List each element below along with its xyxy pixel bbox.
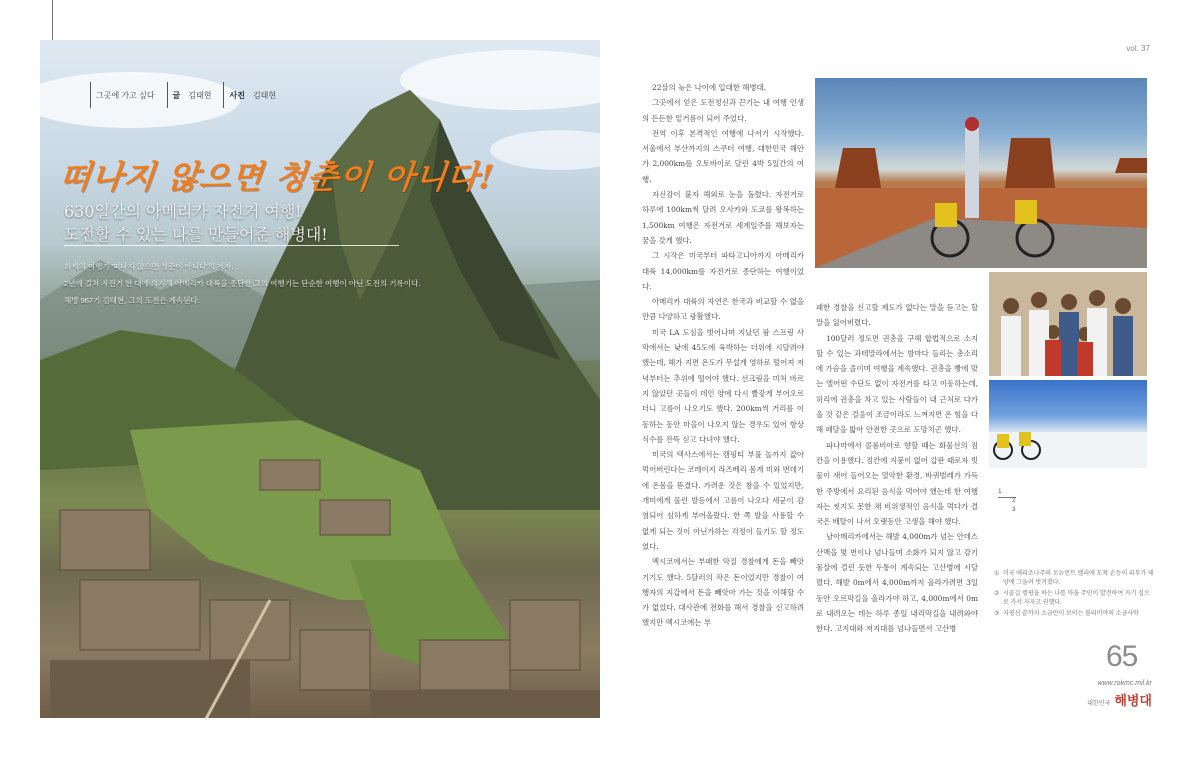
- photo-illustration: [989, 272, 1147, 376]
- photo-illustration: [40, 40, 600, 718]
- paragraph: 아메리카 대륙의 자연은 한국과 비교할 수 없을 만큼 다양하고 광활했다.: [642, 297, 804, 322]
- photographer-label: 사진: [229, 90, 245, 100]
- intro-line: 화제의 여행기 '떠나지 않으면 청춘이 아니다'의 저자,: [64, 262, 234, 271]
- caption-number: ①: [994, 571, 1000, 577]
- volume-number: vol. 37: [1126, 44, 1150, 53]
- photographer-name: 김태현: [252, 90, 277, 100]
- index-number: 1: [998, 488, 1002, 495]
- page-number: 65: [1106, 640, 1138, 673]
- index-number: 3: [1012, 506, 1016, 513]
- paragraph: 100달러 정도면 권총을 구해 합법적으로 소지할 수 있는 과테말라에서는 밤마다 들리는 총소리에 가슴을 졸이며 여행을 계속했다. 권총을 빵에 맞는 엘어떤 수단도 없이 자전거를 타고 이동하는데, 허리에 권총을 차고 있는 사람들이 내 근처로 다가올 것 같은 걸음이 조금이라도 느껴지면 온 힘을 다해 페달을 밟아 안전한 곳으로 도망치곤 했다.: [816, 333, 978, 435]
- page-rule: [52, 0, 53, 44]
- subtitle-line: 도전할 수 있는 나를 만들어준 해병대!: [64, 225, 328, 244]
- caption-number: ③: [994, 611, 1000, 617]
- index-number: 2: [1012, 497, 1016, 504]
- photo-illustration: [989, 380, 1147, 468]
- paragraph: 전역 이후 본격적인 여행에 나서기 시작했다. 서울에서 부산까지의 스쿠터 여행, 대한민국 해안가 2,000km를 오토바이로 달린 4박 5일간의 여행.: [642, 128, 804, 184]
- caption-text: 지평선 끝까지 소금만이 보이는 볼리비아의 소금사막: [1003, 611, 1139, 617]
- writer-label: 글: [172, 90, 181, 100]
- caption: [994, 570, 1154, 587]
- paragraph: 22살의 늦은 나이에 입대한 해병대.: [652, 83, 766, 92]
- photo-illustration: [815, 78, 1147, 268]
- paragraph: 그곳에서 얻은 도전정신과 끈기는 내 여행 인생의 든든한 밑거름이 되어 주었다.: [642, 98, 804, 123]
- paragraph: 멕시코에서는 부패한 악질 경찰에게 돈을 빼앗기기도 했다. 5달러의 작은 돈이었지만 경찰이 여행자의 지갑에서 돈을 빼앗아 가는 것을 이해할 수가 없었다. 대사관에 전화를 해서 경찰을 신고하려 했지만 멕시코에는 부: [642, 557, 804, 628]
- intro-line: 2년에 걸쳐 자전거 한 대에 의지해 아메리카 대륙을 종단한 그의 여행기는 단순한 여행이 아닌 도전의 기록이다.: [64, 279, 421, 288]
- paragraph: 파나마에서 콜롬비아로 향할 때는 화물선의 짐칸을 이용했다. 짐칸에 지붕이 없어 갑판 때로자 빗물이 새어 들어오는 열악한 환경, 바퀴벌레가 가득한 주방에서 요리된 음식을 먹어야 했는데 한 여행자는 씻지도 못한 채 비위생적인 음식을 먹다가 결국은 배탈이 나서 오랫동안 고생을 해야 했다.: [816, 440, 978, 527]
- paragraph: 미국 LA 도심을 벗어나며 지났던 팜 스프링 사막에서는 낮에 45도에 육박하는 더위에 시달려야 했는데, 해가 지면 온도가 무섭게 영하로 떨어져 저녁부터는 추위에 떨어야 했다. 선크림을 미처 바르지 않았던 곳들이 데인 양에 다시 빨갛게 부어오르더니 고름이 나오기도 했다. 200km씩 거리를 이동하는 동안 마을이 나오지 않는 경우도 있어 항상 식수를 잔뜩 싣고 다녀야 했다.: [642, 327, 804, 444]
- brand-country: 대한민국: [1087, 701, 1111, 707]
- credit-photographer: [223, 82, 288, 108]
- caption: [994, 610, 1154, 619]
- paragraph: 패한 경찰을 신고할 제도가 없다는 말을 듣고는 할 말을 잃어버렸다.: [816, 303, 978, 328]
- intro-line: 해병 967기 김태현, 그의 도전은 계속된다.: [64, 296, 200, 305]
- website-url: www.rokmc.mil.kr: [1097, 680, 1152, 687]
- caption-number: ②: [994, 591, 1000, 597]
- machu-picchu-photo: [40, 40, 600, 718]
- article-headline: 떠나지 않으면 청춘이 아니다!: [57, 158, 497, 196]
- salt-flat-photo: [989, 380, 1147, 468]
- photo-index-key: [998, 488, 1028, 513]
- brand-name: 해병대: [1114, 693, 1152, 708]
- body-column-1: [642, 80, 804, 631]
- paragraph: 남아메리카에서는 해발 4,000m가 넘는 안데스산맥을 몇 번이나 넘나들며 소화가 되지 않고 감기 몸살에 걸린 듯한 두통이 계속되는 고산병에 시달렸다. 해발 0m에서 4,000m까지 올라가려면 3일 동안 오르막길을 올라가야 하고, 4,000m에서 0m로 내려오는 데는 하루 종일 내리막길을 내려와야 한다. 고지대와 저지대를 넘나들면서 고산병: [816, 532, 978, 634]
- photo-captions: [994, 570, 1154, 622]
- caption-text: 미국 애리조나주의 모뉴먼트 밸리에 도착 손등이 피부가 태양에 그을려 벗겨졌다.: [1003, 571, 1154, 586]
- subtitle-line: 630일간의 아메리카 자전거 여행!: [64, 202, 302, 221]
- right-page: [600, 0, 1200, 758]
- paragraph: 자신감이 붙자 해외로 눈을 돌렸다. 자전거로 하루에 100km씩 달려 오사카와 도쿄를 왕복하는 1,500km 여행은 자전거로 세계일주를 해보자는 꿈을 갖게 했다.: [642, 190, 804, 245]
- monument-valley-photo: [815, 78, 1147, 268]
- body-column-2: [816, 300, 978, 637]
- subtitle-divider: [64, 245, 399, 246]
- paragraph: 그 시작은 미국부터 파타고니아까지 아메리카 대륙 14,000km를 자전거로 종단하는 여행이었다.: [642, 251, 804, 291]
- credit-category: [90, 82, 167, 108]
- brand-logo: [1087, 690, 1152, 709]
- credit-writer: [167, 82, 224, 108]
- paragraph: 미국의 텍사스에서는 캠핑티 부풀 놀까지 값아 먹어버린다는 코레이지 라즈베리 몸게 미와 번데기에 온몸을 뜯겼다. 가려운 것은 참을 수 있었지만, 개미에게 물린 발등에서 고름이 나오다 세균이 감염되어 심하게 부어올랐다. 한 쪽 발을 사용할 수 없게 되는 것이 아닌가하는 걱정이 들기도 할 정도였다.: [642, 450, 804, 551]
- writer-name: 김태현: [188, 90, 212, 100]
- caption-text: 시골길 캠핑을 하는 나를 마을 주민이 발견하여 자기 집으로 가서 자자고 권했다.: [1003, 591, 1150, 606]
- article-credits: [90, 82, 288, 108]
- article-intro: [64, 258, 420, 309]
- article-subtitle: [64, 200, 328, 246]
- village-family-photo: [989, 272, 1147, 376]
- caption: [994, 590, 1154, 607]
- category-label: 그곳에 가고 싶다: [96, 90, 155, 100]
